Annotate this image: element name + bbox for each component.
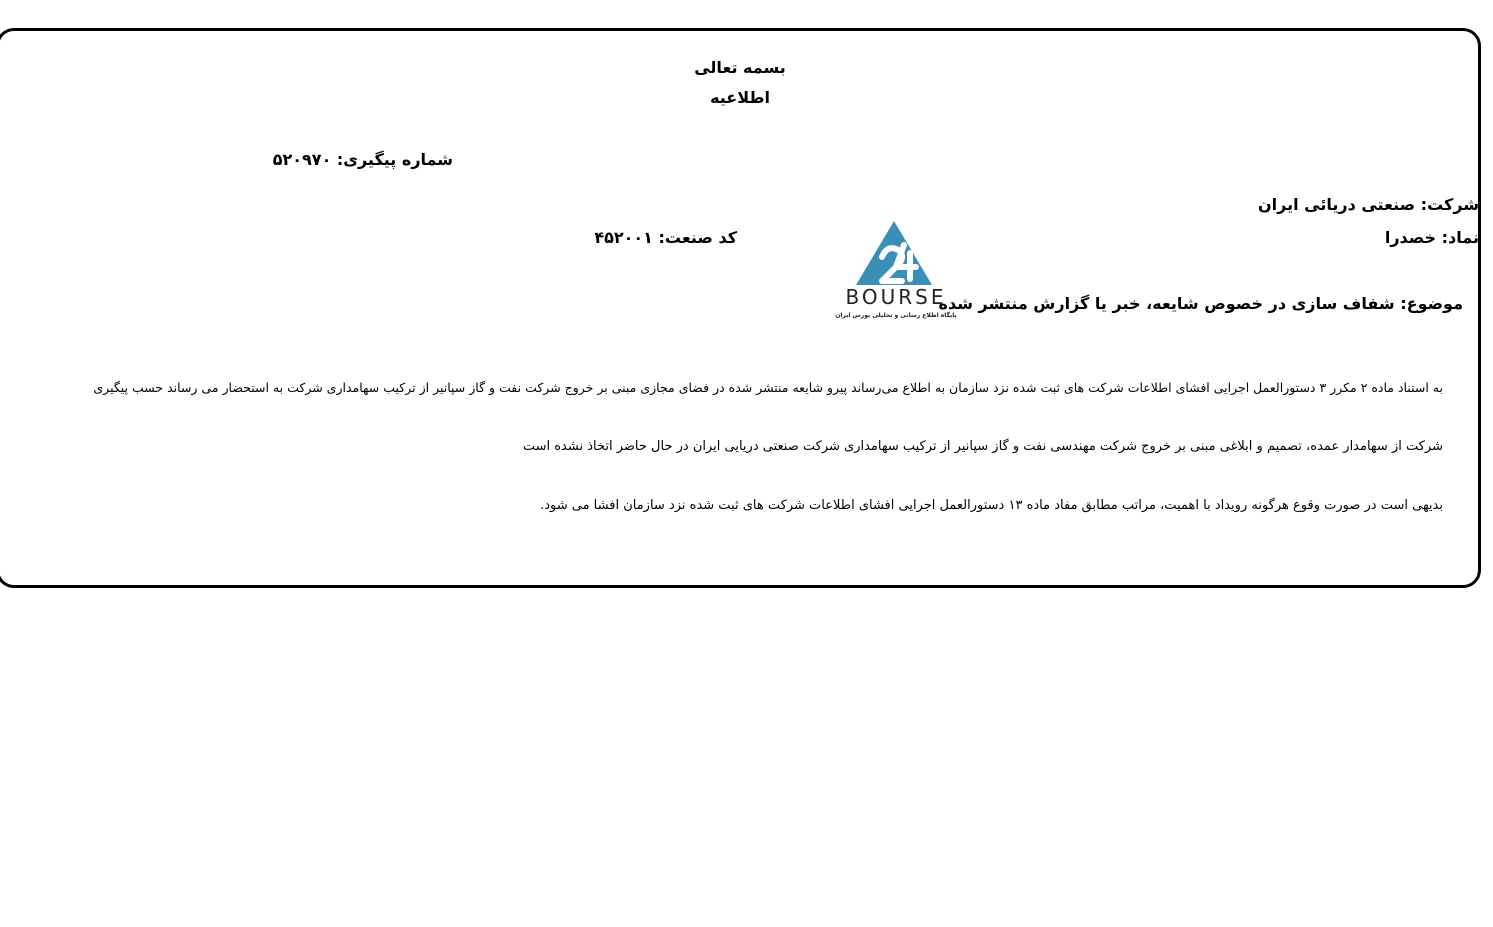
- bourse-logo-icon: [832, 205, 960, 323]
- body-paragraph-line-3: بدیهی است در صورت وقوع هرگونه رویداد با اهمیت، مراتب مطابق مفاد ماده ۱۳ دستورالعمل اجرایی افشای اطلاعات شرکت های ثبت شده نزد سازمان افشا می شود.: [540, 498, 1443, 513]
- symbol-field: [1385, 228, 1479, 247]
- subject-value: شفاف سازی در خصوص شایعه، خبر یا گزارش منتشر شده: [938, 294, 1395, 313]
- tracking-value: ۵۲۰۹۷۰: [272, 150, 332, 169]
- subject-label: موضوع:: [1400, 294, 1463, 313]
- body-paragraph-line-1: به استناد ماده ۲ مکرر ۳ دستورالعمل اجرایی افشای اطلاعات شرکت های ثبت شده نزد سازمان به اطلاع می‌رساند پیرو شایعه منتشر شده در فضای مجازی مبنی بر خروج شرکت نفت و گاز سپانیر از ترکیب سهامداری شرکت به استحضار می رساند حسب پیگیری: [93, 380, 1443, 395]
- bourse24-logo: [832, 205, 960, 323]
- notice-title: اطلاعیه: [710, 88, 770, 107]
- body-paragraph-line-2: شرکت از سهامدار عمده، تصمیم و ابلاغی مبنی بر خروج شرکت مهندسی نفت و گاز سپانیر از ترکیب سهامداری شرکت صنعتی دریایی ایران در حال حاضر اتخاذ نشده است: [522, 439, 1443, 454]
- industry-code-value: ۴۵۲۰۰۱: [594, 228, 653, 247]
- subject-field: [939, 294, 1463, 313]
- symbol-value: خصدرا: [1384, 228, 1437, 247]
- basmala-heading: بسمه تعالی: [694, 58, 786, 77]
- company-value: صنعتی دریائی ایران: [1257, 195, 1416, 214]
- company-label: شرکت:: [1420, 195, 1479, 214]
- industry-code-label: کد صنعت:: [658, 228, 737, 247]
- tracking-label: شماره پیگیری:: [336, 150, 453, 169]
- industry-code-field: [594, 228, 737, 247]
- symbol-label: نماد:: [1441, 228, 1479, 247]
- logo-tagline: پایگاه اطلاع رسانی و تحلیلی بورس ایران: [835, 312, 957, 319]
- logo-wordmark: BOURSE: [845, 285, 947, 309]
- company-field: [1258, 195, 1479, 214]
- tracking-number: [273, 150, 453, 169]
